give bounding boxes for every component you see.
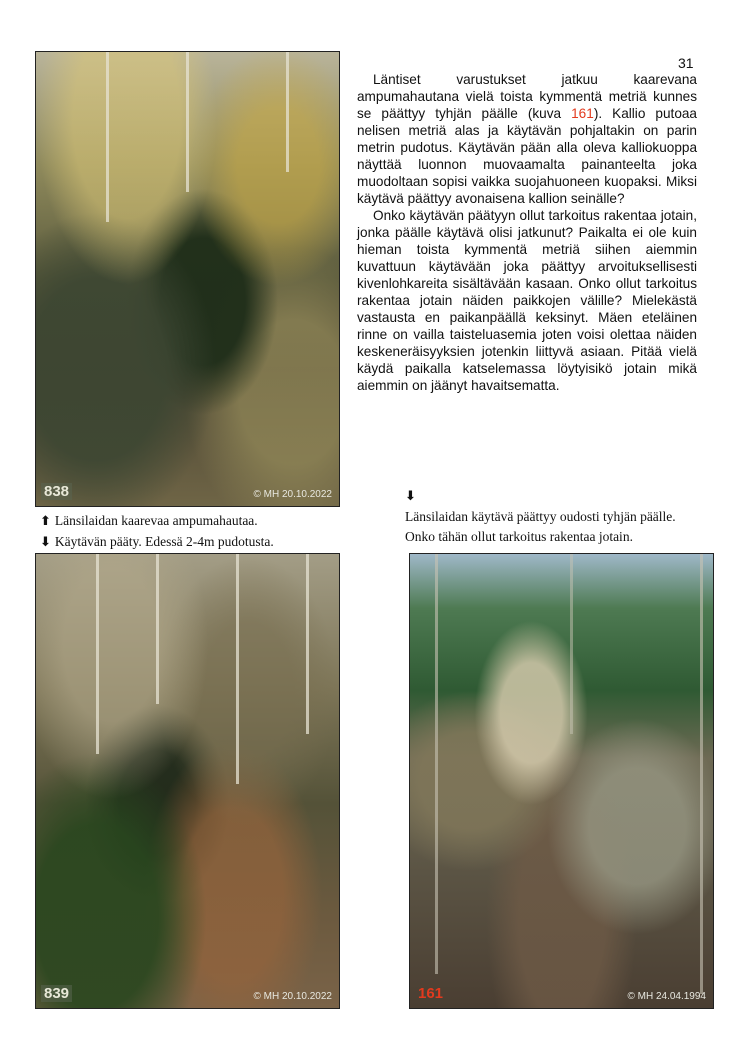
arrow-down-icon: ⬇: [405, 489, 416, 504]
page-number: 31: [678, 55, 694, 71]
photo-credit-839: © MH 20.10.2022: [253, 991, 332, 1002]
photo-161-texture: [410, 554, 713, 1008]
caption-161-line1: Länsilaidan käytävä päättyy oudosti tyhjän päälle.: [405, 509, 676, 524]
paragraph-1: Läntiset varustukset jatkuu kaarevana ampumahautana vielä toista kymmentä metriä kunnes se päättyy tyhjän päälle (kuva 161). Kallio putoaa nelisen metriä alas ja käytävän pohjaltakin on parin metrin pudotus. Käytävän pään alla oleva kalliokuoppa näyttää luonnon muovaamalta painanteelta joka muodoltaan sopisi vaikka suojahuoneen kuopaksi. Miksi käytävä päättyy avonaisena kallion seinälle?: [357, 72, 697, 206]
arrow-down-icon: ⬇: [40, 535, 51, 550]
caption-right: [405, 486, 725, 547]
caption-838: Länsilaidan kaarevaa ampumahautaa.: [54, 513, 258, 528]
photo-839-trench-end: [35, 553, 340, 1009]
photo-number-839: 839: [41, 985, 72, 1002]
photo-839-texture: [36, 554, 339, 1008]
photo-credit-838: © MH 20.10.2022: [253, 489, 332, 500]
photo-number-161: 161: [418, 985, 444, 1002]
photo-838-texture: [36, 52, 339, 506]
arrow-up-icon: ⬆: [40, 514, 51, 529]
caption-839: Käytävän pääty. Edessä 2-4m pudotusta.: [54, 534, 274, 549]
figure-reference-161: 161: [571, 106, 594, 121]
photo-838-trench: [35, 51, 340, 507]
photo-161-rock-drop: [409, 553, 714, 1009]
caption-161-line2: Onko tähän ollut tarkoitus rakentaa jotain.: [405, 529, 633, 544]
body-text: [357, 71, 697, 394]
photo-credit-161: © MH 24.04.1994: [627, 991, 706, 1002]
paragraph-2: Onko käytävän päätyyn ollut tarkoitus rakentaa jotain, jonka päälle käytävä olisi jatkunut? Paikalta ei ole kuin hieman toista kymmentä metriä siihen aiemmin kuvattuun käytävään joka päättyy arvoituksellisesti kivenlohkareita sisältävään kasaan. Onko ollut tarkoitus rakentaa jotain näiden paikkojen välille? Mielekästä vastausta en paikanpäällä keksinyt. Mäen eteläinen rinne on vailla taisteluasemia joten voisi olettaa näiden keskeneräisyyksien jotenkin liittyvä asiaan. Pitää vielä käydä paikalla katselemassa löytyisikö jotain mikä aiemmin on jäänyt havaitsematta.: [357, 208, 697, 393]
photo-number-838: 838: [41, 483, 72, 500]
caption-left: [40, 511, 340, 553]
